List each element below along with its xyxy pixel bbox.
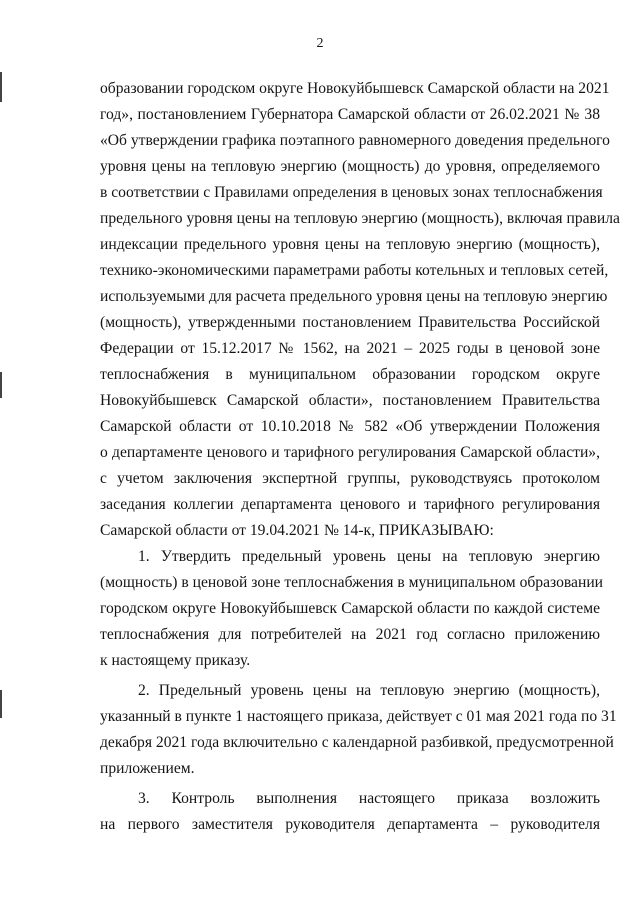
text-line: (мощность), утвержденными постановлением Правительства Российской [100,314,600,331]
text-line: используемыми для расчета предельного уровня цены на тепловую энергию [100,288,608,305]
text-line: год», постановлением Губернатора Самарской области от 26.02.2021 № 38 [100,106,600,123]
text-line: индексации предельного уровня цены на тепловую энергию (мощность), [100,236,600,253]
paragraph-2-first-line: 2. Предельный уровень цены на тепловую энергию (мощность), [138,682,600,699]
text-line: Федерации от 15.12.2017 № 1562, на 2021 – 2025 годы в ценовой зоне [100,340,600,357]
text-line: теплоснабжения в муниципальном образовании городском округе [100,366,600,383]
text-line: «Об утверждении графика поэтапного равномерного доведения предельного [100,132,610,149]
scan-margin-mark [0,72,2,102]
text-line: технико-экономическими параметрами работы котельных и тепловых сетей, [100,262,609,279]
text-line: в соответствии с Правилами определения в ценовых зонах теплоснабжения [100,184,603,201]
text-line: теплоснабжения для потребителей на 2021 год согласно приложению [100,626,600,643]
document-body [100,76,620,838]
text-line: о департаменте ценового и тарифного регулирования Самарской области», [100,444,600,461]
text-line: предельного уровня цены на тепловую энергию (мощность), включая правила [100,210,620,227]
text-line: Новокуйбышевск Самарской области», постановлением Правительства [100,392,600,409]
text-line: на первого заместителя руководителя департамента – руководителя [100,816,600,833]
text-line: городском округе Новокуйбышевск Самарской области по каждой системе [100,600,600,617]
text-line: Самарской области от 19.04.2021 № 14-к, ПРИКАЗЫВАЮ: [100,522,494,539]
text-line: с учетом заключения экспертной группы, руководствуясь протоколом [100,470,600,487]
text-line: заседания коллегии департамента ценового и тарифного регулирования [100,496,600,513]
paragraph-3-first-line: 3. Контроль выполнения настоящего приказа возложить [138,790,600,807]
text-line: декабря 2021 года включительно с календарной разбивкой, предусмотренной [100,734,614,751]
text-line: (мощность) в ценовой зоне теплоснабжения в муниципальном образовании [100,574,604,591]
paragraph-1-first-line: 1. Утвердить предельный уровень цены на тепловую энергию [138,548,600,565]
page-number: 2 [316,36,324,51]
text-line: Самарской области от 10.10.2018 № 582 «Об утверждении Положения [100,418,600,435]
text-line: к настоящему приказу. [100,652,251,669]
text-line: уровня цены на тепловую энергию (мощность) до уровня, определяемого [100,158,600,175]
text-line: приложением. [100,760,195,777]
text-line: образовании городском округе Новокуйбышевск Самарской области на 2021 [100,80,610,97]
scan-margin-mark [0,690,2,718]
scan-margin-mark [0,372,2,398]
text-line: указанный в пункте 1 настоящего приказа, действует с 01 мая 2021 года по 31 [100,708,617,725]
